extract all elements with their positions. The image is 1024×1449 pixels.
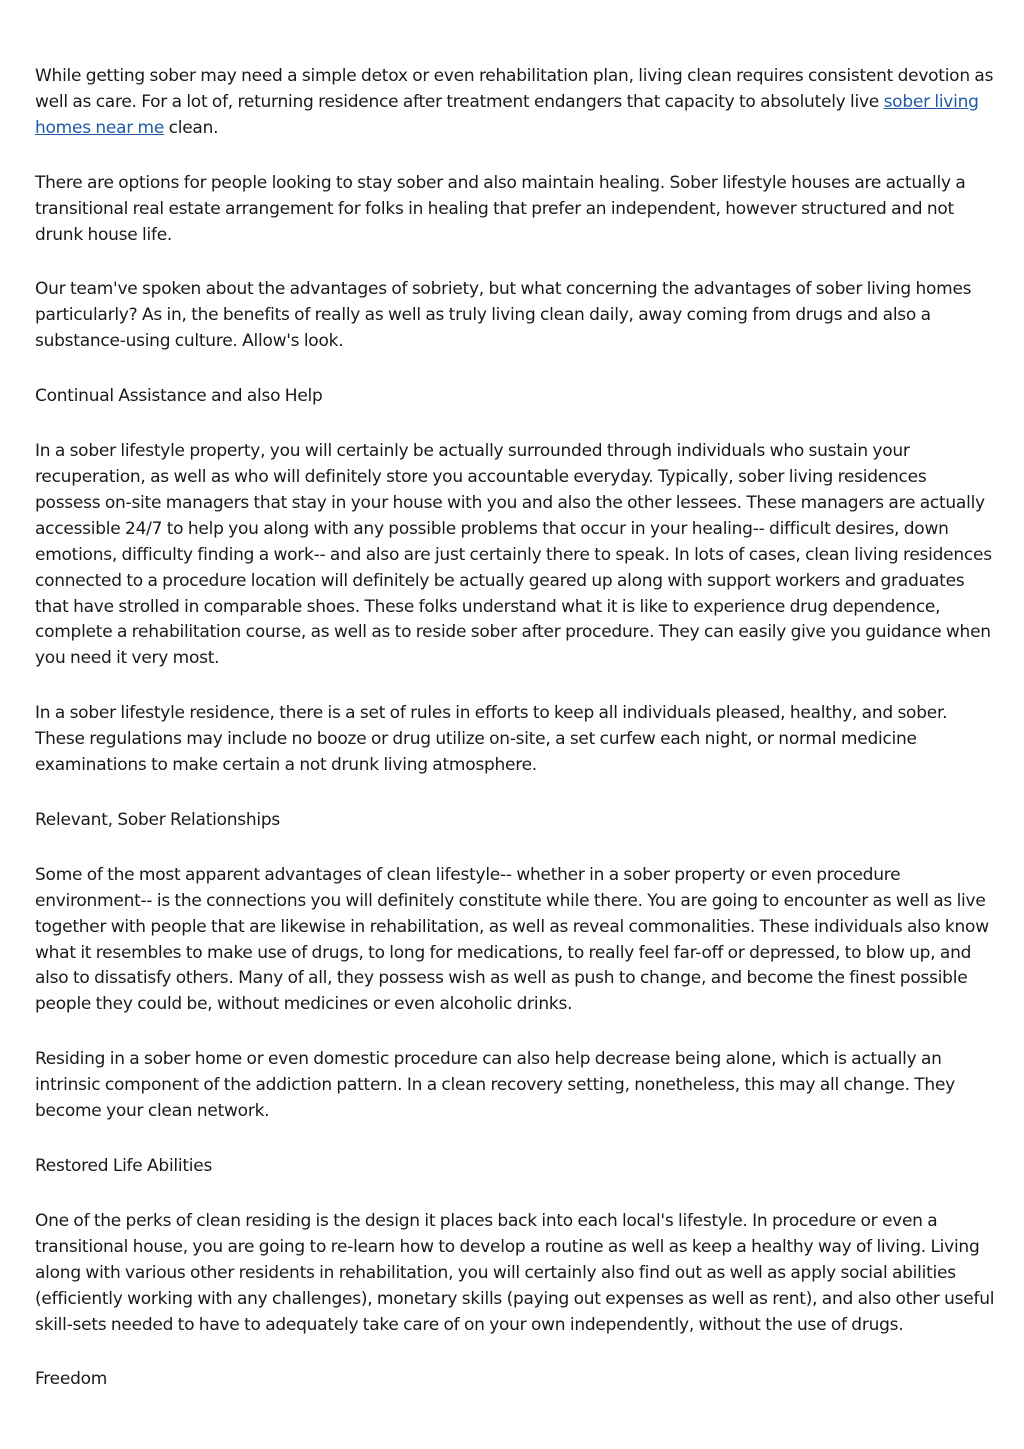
paragraph-life-abilities: One of the perks of clean residing is the design it places back into each local's lifestyle. In procedure or even a transitional house, you are going to re-learn how to develop a routine as well as keep a healthy way of living. Living along with various other residents in rehabilitation, you will certainly also find out as well as apply social abilities (efficiently working with any challenges), monetary skills (paying out expenses as well as rent), and also other useful skill-sets needed to have to adequately take care of on your own independently, without the use of drugs.: [35, 1210, 995, 1335]
intro-text-end: clean.: [164, 117, 219, 138]
section-heading-life-abilities: Restored Life Abilities: [35, 1156, 213, 1176]
section-heading-assistance: Continual Assistance and also Help: [35, 386, 323, 407]
paragraph-rules: In a sober lifestyle residence, there is a set of rules in efforts to keep all individuals pleased, healthy, and sober. These regulations may include no booze or drug utilize on-site, a set curfew each night, or normal medicine examinations to make certain a not drunk living atmosphere.: [35, 703, 948, 776]
paragraph-options: There are options for people looking to stay sober and also maintain healing. Sober lifestyle houses are actually a transitional real estate arrangement for folks in healing that prefer an independent, however structured and not drunk house life.: [35, 172, 966, 245]
section-heading-freedom: Freedom: [35, 1369, 108, 1390]
sober-living-link[interactable]: sober living homes near me: [35, 91, 979, 138]
paragraph-relationships: Some of the most apparent advantages of clean lifestyle-- whether in a sober property or even procedure environment-- is the connections you will definitely constitute while there. You are going to encounter as well as live together with people that are likewise in rehabilitation, as well as reveal commonalities. These individuals also know what it resembles to make use of drugs, to long for medications, to really feel far-off or depressed, to blow up, and also to dissatisfy others. Many of all, they possess wish as well as push to change, and become the finest possible people they could be, without medicines or even alcoholic drinks.: [35, 864, 989, 1015]
paragraph-advantages: Our team've spoken about the advantages of sobriety, but what concerning the advantages of sober living homes particularly? As in, the benefits of really as well as truly living clean daily, away coming from drugs and also a substance-using culture. Allow's look.: [35, 279, 972, 352]
section-heading-relationships: Relevant, Sober Relationships: [35, 809, 281, 830]
paragraph-assistance: In a sober lifestyle property, you will certainly be actually surrounded through individuals who sustain your recuperation, as well as who will definitely store you accountable everyday. Typically, sober living residences possess on-site managers that stay in your house with you and also the other lessees. These managers are actually accessible 24/7 to help you along with any possible problems that occur in your healing-- difficult desires, down emotions, difficulty finding a work-- and also are just certainly there to speak. In lots of cases, clean living residences connected to a procedure location will definitely be actually geared up along with support workers and graduates that have strolled in comparable shoes. These folks understand what it is like to experience drug dependence, complete a rehabilitation course, as well as to reside sober after procedure. They can easily give you guidance when you need it very most.: [35, 441, 992, 669]
intro-paragraph: [35, 64, 995, 142]
paragraph-isolation: Residing in a sober home or even domestic procedure can also help decrease being alone, which is actually an intrinsic component of the addiction pattern. In a clean recovery setting, nonetheless, this may all change. They become your clean network.: [35, 1049, 955, 1122]
intro-text: While getting sober may need a simple detox or even rehabilitation plan, living clean requires consistent devotion as well as care. For a lot of, returning residence after treatment endangers that capacity to absolutely live: [35, 66, 994, 112]
article-body: [35, 64, 995, 1422]
